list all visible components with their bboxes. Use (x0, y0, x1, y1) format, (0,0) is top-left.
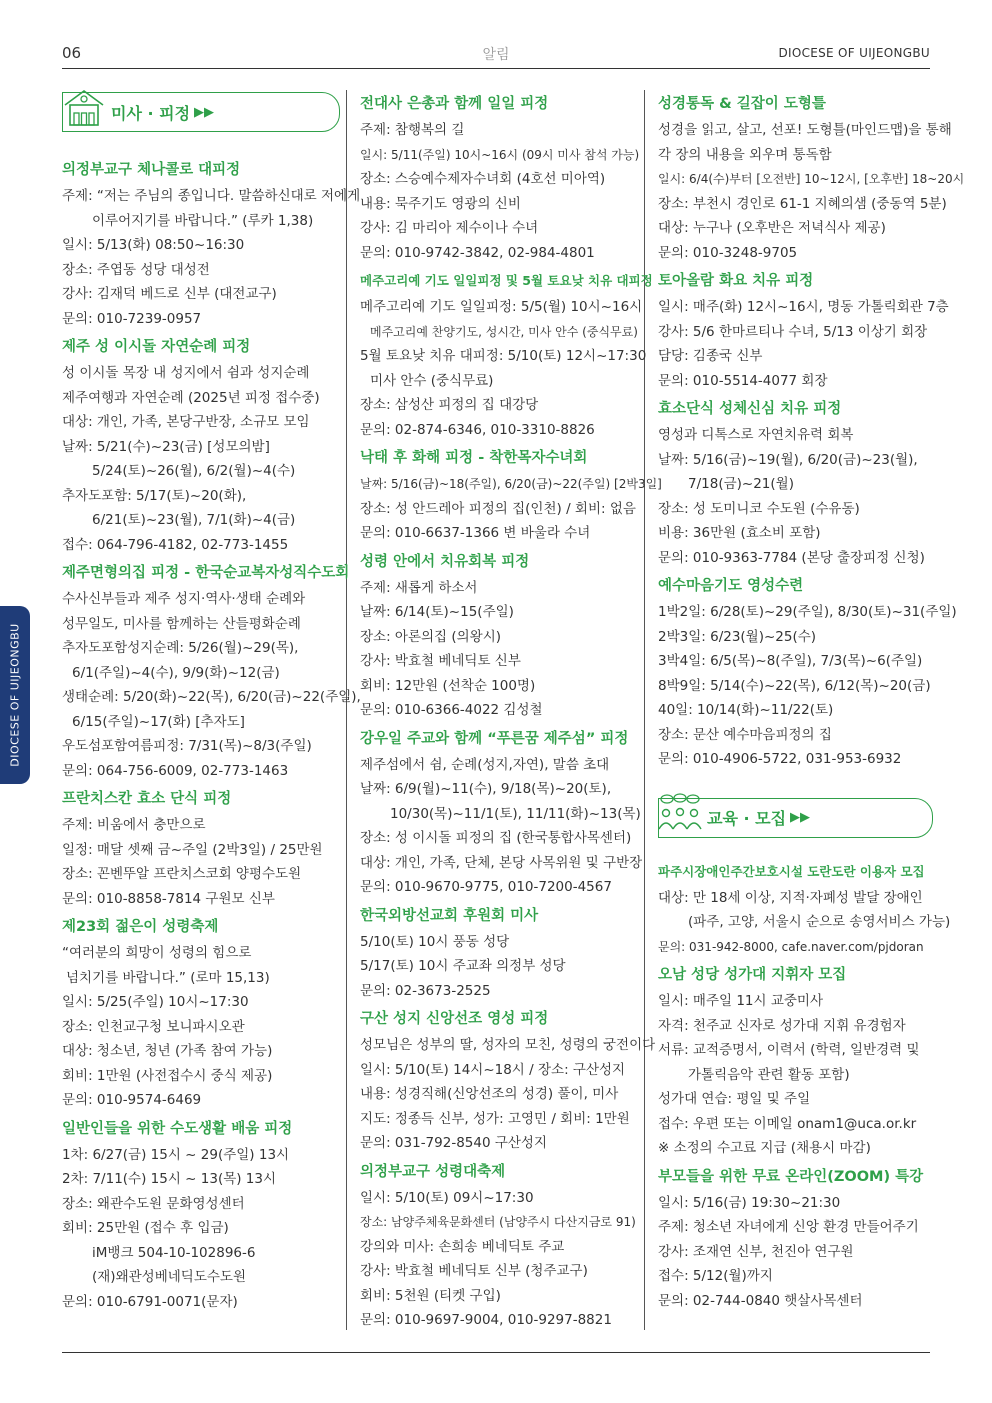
section-label: 알림 (482, 47, 510, 63)
notice-line: 주제: 청소년 자녀에게 신앙 환경 만들어주기 (658, 1219, 919, 1235)
people-group-icon (657, 793, 703, 833)
notice-line: 주제: 새롭게 하소서 (360, 579, 478, 596)
notice-line: 접수: 우편 또는 이메일 onam1@uca.or.kr (658, 1115, 917, 1132)
notice-line: 날짜: 6/14(토)~15(주일) (360, 604, 514, 620)
notice-line: 문의: 010-4906-5722, 031-953-6932 (658, 751, 902, 767)
notice-title: 메주고리예 기도 일일피정 및 5월 토요낮 치유 대피정 (360, 273, 653, 288)
notice-line: 가톨릭음악 관련 활동 포함) (688, 1066, 850, 1083)
notice-line: 2박3일: 6/23(월)~25(수) (658, 628, 817, 645)
notice-line: 6/1(주일)~4(수), 9/9(화)~12(금) (72, 664, 280, 681)
notice-section (62, 917, 340, 1113)
notice-line: 5/10(토) 10시 풍동 성당 (360, 933, 510, 950)
notice-line: 문의: 064-756-6009, 02-773-1463 (62, 762, 289, 779)
page-header (0, 0, 992, 72)
notice-line: 일시: 6/4(수)부터 [오전반] 10~12시, [오후반] 18~20시 (658, 172, 965, 186)
notice-line: 장소: 성 도미니코 수도원 (수유동) (658, 500, 860, 517)
notice-title: 예수마음기도 영성수련 (658, 578, 804, 594)
notice-title: 제주 성 이시돌 자연순례 피정 (62, 339, 251, 355)
notice-line: 장소: 문산 예수마음피정의 집 (658, 726, 832, 743)
notice-title: 한국외방선교회 후원회 미사 (360, 907, 539, 924)
notice-line: 회비: 25만원 (접수 후 입금) (62, 1220, 229, 1236)
notice-line: 이루어지기를 바랍니다.” (루카 1,38) (92, 212, 314, 229)
notice-line: 문의: 010-9363-7784 (본당 출장피정 신청) (658, 549, 925, 566)
notice-line: 내용: 묵주기도 영광의 신비 (360, 195, 521, 212)
side-tab (0, 606, 30, 784)
notice-line: 문의: 010-6637-1366 변 바울라 수녀 (360, 525, 591, 541)
notice-line: 장소: 주엽동 성당 대성전 (62, 261, 210, 278)
notice-line: 지도: 정종득 신부, 성가: 고영민 / 회비: 1만원 (360, 1110, 630, 1127)
notice-line: 회비: 1만원 (사전접수시 중식 제공) (62, 1067, 273, 1084)
notice-line: 영성과 디톡스로 자연치유력 회복 (658, 427, 854, 443)
notice-line: 주제: 비움에서 충만으로 (62, 817, 206, 833)
notice-line: 문의: 010-3248-9705 (658, 244, 798, 261)
notice-line: 일시: 5/13(화) 08:50~16:30 (62, 237, 245, 253)
notice-line: 대상: 개인, 가족, 본당구반장, 소규모 모임 (62, 414, 310, 430)
notice-line: 추자도포함성지순례: 5/26(월)~29(목), (62, 640, 299, 656)
notice-line: 문의: 010-9742-3842, 02-984-4801 (360, 244, 595, 261)
notice-title: 부모들을 위한 무료 온라인(ZOOM) 특강 (658, 1168, 924, 1185)
col3-sections-b (658, 862, 951, 1314)
notice-section (62, 563, 361, 783)
notice-title: 낙태 후 화해 피정 - 착한목자수녀회 (360, 450, 588, 466)
notice-line: 접수: 5/12(월)까지 (658, 1268, 773, 1284)
notice-line: 대상: 만 18세 이상, 지적·자폐성 발달 장애인 (658, 889, 923, 906)
notice-line: 성 이시돌 목장 내 성지에서 쉼과 성지순례 (62, 365, 310, 381)
notice-line: 강사: 박효철 베네딕토 신부 (청주교구) (360, 1263, 588, 1279)
notice-section (658, 399, 933, 570)
notice-title: 제주면형의집 피정 - 한국순교복자성직수도회 (62, 565, 350, 581)
column-2 (360, 92, 662, 1339)
footer-rule (62, 1352, 930, 1353)
notice-line: 3박4일: 6/5(목)~8(주일), 7/3(목)~6(주일) (658, 653, 923, 669)
notice-line: 비용: 36만원 (효소비 포함) (658, 525, 821, 541)
notice-line: 5/24(토)~26(월), 6/2(월)~4(수) (92, 463, 296, 479)
notice-title: 파주시장애인주간보호시설 도란도란 이용자 모집 (658, 863, 925, 879)
notice-section (62, 1119, 340, 1315)
notice-line: 5월 토요낮 치유 대피정: 5/10(토) 12시~17:30 (360, 348, 647, 364)
notice-line: 2차: 7/11(수) 15시 ~ 13(목) 13시 (62, 1171, 277, 1187)
notice-line: 메주고리예 찬양기도, 성시간, 미사 안수 (중식무료) (370, 324, 638, 339)
education-recruit-banner (658, 798, 933, 838)
notice-line: 장소: 아론의집 (의왕시) (360, 628, 502, 645)
notice-line: 일시: 5/11(주일) 10시~16시 (09시 미사 참석 가능) (360, 147, 640, 162)
mass-retreat-banner (62, 92, 340, 132)
notice-line: 주제: “저는 주님의 종입니다. 말씀하신대로 저에게 (62, 188, 361, 204)
notice-line: 담당: 김종국 신부 (658, 348, 763, 364)
notice-line: 장소: 스승예수제자수녀회 (4호선 미아역) (360, 171, 606, 187)
notice-title: 토아올람 화요 치유 피정 (658, 273, 814, 289)
notice-line: 8박9일: 5/14(수)~22(목), 6/12(목)~20(금) (658, 677, 931, 694)
notice-line: 문의: 010-6791-0071(문자) (62, 1293, 238, 1310)
notice-line: 장소: 성 안드레아 피정의 집(인천) / 회비: 없음 (360, 500, 636, 517)
notice-line: 성무일도, 미사를 함께하는 산들평화순례 (62, 615, 301, 632)
notice-line: 7/18(금)~21(월) (688, 476, 794, 492)
notice-section (658, 1167, 933, 1314)
notice-line: 문의: 02-3673-2525 (360, 982, 491, 999)
header-rule (62, 68, 930, 69)
notice-line: 일시: 매주(화) 12시~16시, 명동 가톨릭회관 7층 (658, 299, 949, 315)
notice-line: 메주고리예 기도 일일피정: 5/5(월) 10시~16시 (360, 299, 643, 315)
notice-section (360, 271, 653, 442)
notice-line: 날짜: 5/21(수)~23(금) [성모의밤] (62, 438, 270, 455)
notice-section (360, 94, 638, 265)
notice-line: 6/21(토)~23(월), 7/1(화)~4(금) (92, 512, 296, 528)
notice-line: 자격: 천주교 신자로 성가대 지휘 유경험자 (658, 1017, 906, 1034)
notice-line: 날짜: 5/16(금)~18(주일), 6/20(금)~22(주일) [2박3일] (360, 477, 662, 491)
notice-line: 문의: 010-9670-9775, 010-7200-4567 (360, 879, 612, 895)
notice-section (360, 906, 638, 1004)
notice-line: 성경을 읽고, 살고, 선포! 도형틀(마인드맵)을 통해 (658, 122, 952, 138)
notice-line: 6/15(주일)~17(화) [추자도] (72, 713, 245, 730)
notice-line: 회비: 5천원 (티켓 구입) (360, 1287, 501, 1304)
notice-line: 문의: 010-7239-0957 (62, 310, 202, 327)
column-3 (658, 92, 965, 1319)
notice-section (658, 862, 951, 960)
notice-line: 장소: 부천시 경인로 61-1 지혜의샘 (중동역 5분) (658, 195, 947, 212)
notice-line: 문의: 010-6366-4022 김성철 (360, 702, 543, 718)
notice-line: 1박2일: 6/28(토)~29(주일), 8/30(토)~31(주일) (658, 604, 957, 620)
notice-line: 제주섬에서 쉼, 순례(성지,자연), 말씀 초대 (360, 756, 610, 773)
notice-line: 생태순례: 5/20(화)~22(목), 6/20(금)~22(주일), (62, 689, 361, 705)
notice-line: 접수: 064-796-4182, 02-773-1455 (62, 536, 289, 553)
notice-line: 미사 안수 (중식무료) (370, 372, 494, 389)
banner-arrows: ▶▶ (194, 104, 215, 120)
column-1 (62, 92, 361, 1320)
notice-line: 강사: 김 마리아 제수이나 수녀 (360, 220, 539, 236)
notice-section (360, 1162, 638, 1333)
notice-title: 구산 성지 신앙선조 영성 피정 (360, 1011, 549, 1027)
notice-title: 일반인들을 위한 수도생활 배움 피정 (62, 1120, 293, 1137)
notice-line: 장소: 인천교구청 보니파시오관 (62, 1018, 245, 1035)
notice-line: 일시: 5/25(주일) 10시~17:30 (62, 994, 249, 1010)
notice-line: 장소: 왜관수도원 문화영성센터 (62, 1195, 245, 1212)
notice-section (360, 1009, 656, 1156)
notice-line: 강사: 김재덕 베드로 신부 (대전교구) (62, 286, 277, 302)
notice-section (360, 552, 638, 723)
notice-line: 장소: 남양주체육문화센터 (남양주시 다산지금로 91) (360, 1215, 636, 1229)
notice-section (658, 94, 965, 265)
notice-title: 프란치스칸 효소 단식 피정 (62, 791, 232, 807)
notice-line: (재)왜관성베네딕도수도원 (92, 1269, 246, 1285)
notice-line: 10/30(목)~11/1(토), 11/11(화)~13(목) (390, 805, 641, 822)
banner-title: 교육 · 모집 (707, 809, 787, 828)
side-tab-label: DIOCESE OF UIJEONGBU (8, 623, 22, 767)
church-house-icon (61, 87, 107, 127)
notice-line: 일시: 5/16(금) 19:30~21:30 (658, 1194, 841, 1211)
notice-section (360, 448, 662, 546)
notice-title: 오남 성당 성가대 지휘자 모집 (658, 967, 847, 983)
notice-section (658, 576, 957, 772)
notice-section (658, 965, 933, 1161)
notice-line: 추자도포함: 5/17(토)~20(화), (62, 487, 247, 504)
notice-line: 우도섬포함여름피정: 7/31(목)~8/3(주일) (62, 738, 312, 754)
col2-sections (360, 94, 662, 1333)
notice-line: 넘치기를 바랍니다.” (로마 15,13) (66, 969, 270, 986)
notice-title: 성령 안에서 치유회복 피정 (360, 553, 530, 570)
notice-line: 1차: 6/27(금) 15시 ~ 29(주일) 13시 (62, 1146, 290, 1163)
notice-line: 장소: 성 이시돌 피정의 집 (한국통합사목센터) (360, 830, 632, 846)
notice-line: 문의: 02-874-6346, 010-3310-8826 (360, 421, 595, 438)
column-divider (346, 90, 347, 1330)
notice-line: 강사: 조재연 신부, 천진아 연구원 (658, 1243, 854, 1260)
notice-line: 문의: 031-942-8000, cafe.naver.com/pjdoran (658, 939, 924, 954)
notice-line: 주제: 참행복의 길 (360, 122, 465, 138)
notice-section (360, 729, 643, 900)
notice-line: 성모님은 성부의 딸, 성자의 모친, 성령의 궁전이다 (360, 1037, 656, 1053)
notice-title: 강우일 주교와 함께 “푸른꿈 제주섬” 피정 (360, 730, 629, 747)
notice-line: iM뱅크 504-10-102896-6 (92, 1244, 256, 1261)
notice-line: 회비: 12만원 (선착순 100명) (360, 677, 536, 694)
notice-line: 대상: 개인, 가족, 단체, 본당 사목위원 및 구반장 (360, 854, 643, 871)
notice-line: 날짜: 5/16(금)~19(월), 6/20(금)~23(월), (658, 451, 918, 468)
notice-line: 일정: 매달 셋째 금~주일 (2박3일) / 25만원 (62, 841, 323, 858)
notice-line: 장소: 꼰벤뚜알 프란치스코회 양평수도원 (62, 866, 302, 882)
notice-title: 전대사 은총과 함께 일일 피정 (360, 96, 549, 112)
notice-title: 의정부교구 성령대축제 (360, 1163, 506, 1180)
notice-section (62, 160, 361, 331)
notice-line: 문의: 031-792-8540 구산성지 (360, 1135, 548, 1151)
notice-line: 대상: 누구나 (오후반은 저녁식사 제공) (658, 220, 886, 236)
notice-title: 의정부교구 체나콜로 대피정 (62, 162, 241, 178)
notice-line: 제주여행과 자연순례 (2025년 피정 접수중) (62, 389, 320, 406)
banner-title: 미사 · 피정 (111, 103, 191, 123)
notice-line: 일시: 5/10(토) 14시~18시 / 장소: 구산성지 (360, 1061, 626, 1078)
notice-line: 문의: 02-744-0840 햇살사목센터 (658, 1292, 863, 1309)
notice-line: ※ 소정의 수고료 지급 (채용시 마감) (658, 1140, 871, 1156)
notice-section (62, 337, 340, 557)
notice-line: 강의와 미사: 손희송 베네딕토 주교 (360, 1238, 565, 1255)
notice-line: 대상: 청소년, 청년 (가족 참여 가능) (62, 1043, 273, 1059)
notice-line: 장소: 삼성산 피정의 집 대강당 (360, 397, 539, 413)
banner-arrows: ▶▶ (790, 810, 811, 825)
notice-line: 성가대 연습: 평일 및 주일 (658, 1091, 811, 1107)
notice-line: 40일: 10/14(화)~11/22(토) (658, 702, 834, 718)
notice-line: 문의: 010-9697-9004, 010-9297-8821 (360, 1312, 612, 1328)
notice-line: 날짜: 6/9(월)~11(수), 9/18(목)~20(토), (360, 781, 612, 797)
notice-line: 일시: 5/10(토) 09시~17:30 (360, 1189, 534, 1206)
notice-line: 강사: 5/6 한마르티나 수녀, 5/13 이상기 회장 (658, 323, 928, 340)
page-number: 06 (62, 44, 82, 62)
notice-title: 효소단식 성체신심 치유 피정 (658, 401, 842, 417)
diocese-name: DIOCESE OF UIJEONGBU (778, 46, 930, 60)
notice-line: 서류: 교적증명서, 이력서 (학력, 일반경력 및 (658, 1042, 920, 1058)
notice-line: (파주, 고양, 서울시 순으로 송영서비스 가능) (688, 914, 951, 930)
notice-line: 문의: 010-9574-6469 (62, 1092, 202, 1108)
col1-sections (62, 160, 361, 1314)
notice-line: 수사신부들과 제주 성지·역사·생태 순례와 (62, 591, 306, 607)
col3-sections-a (658, 94, 965, 772)
notice-section (62, 789, 340, 911)
notice-title: 성경통독 & 길잡이 도형틀 (658, 96, 826, 112)
notice-line: 일시: 매주일 11시 교중미사 (658, 993, 824, 1009)
notice-section (658, 271, 949, 393)
notice-line: 각 장의 내용을 외우며 통독함 (658, 146, 832, 163)
notice-line: 강사: 박효철 베네딕토 신부 (360, 653, 521, 669)
notice-line: 문의: 010-8858-7814 구원모 신부 (62, 890, 275, 907)
notice-line: “여러분의 희망이 성령의 힘으로 (62, 945, 252, 961)
notice-line: 문의: 010-5514-4077 회장 (658, 372, 828, 389)
notice-title: 제23회 젊은이 성령축제 (62, 919, 219, 935)
notice-line: 내용: 성경직해(신앙선조의 성경) 풀이, 미사 (360, 1086, 619, 1102)
notice-line: 5/17(토) 10시 주교좌 의정부 성당 (360, 958, 566, 974)
